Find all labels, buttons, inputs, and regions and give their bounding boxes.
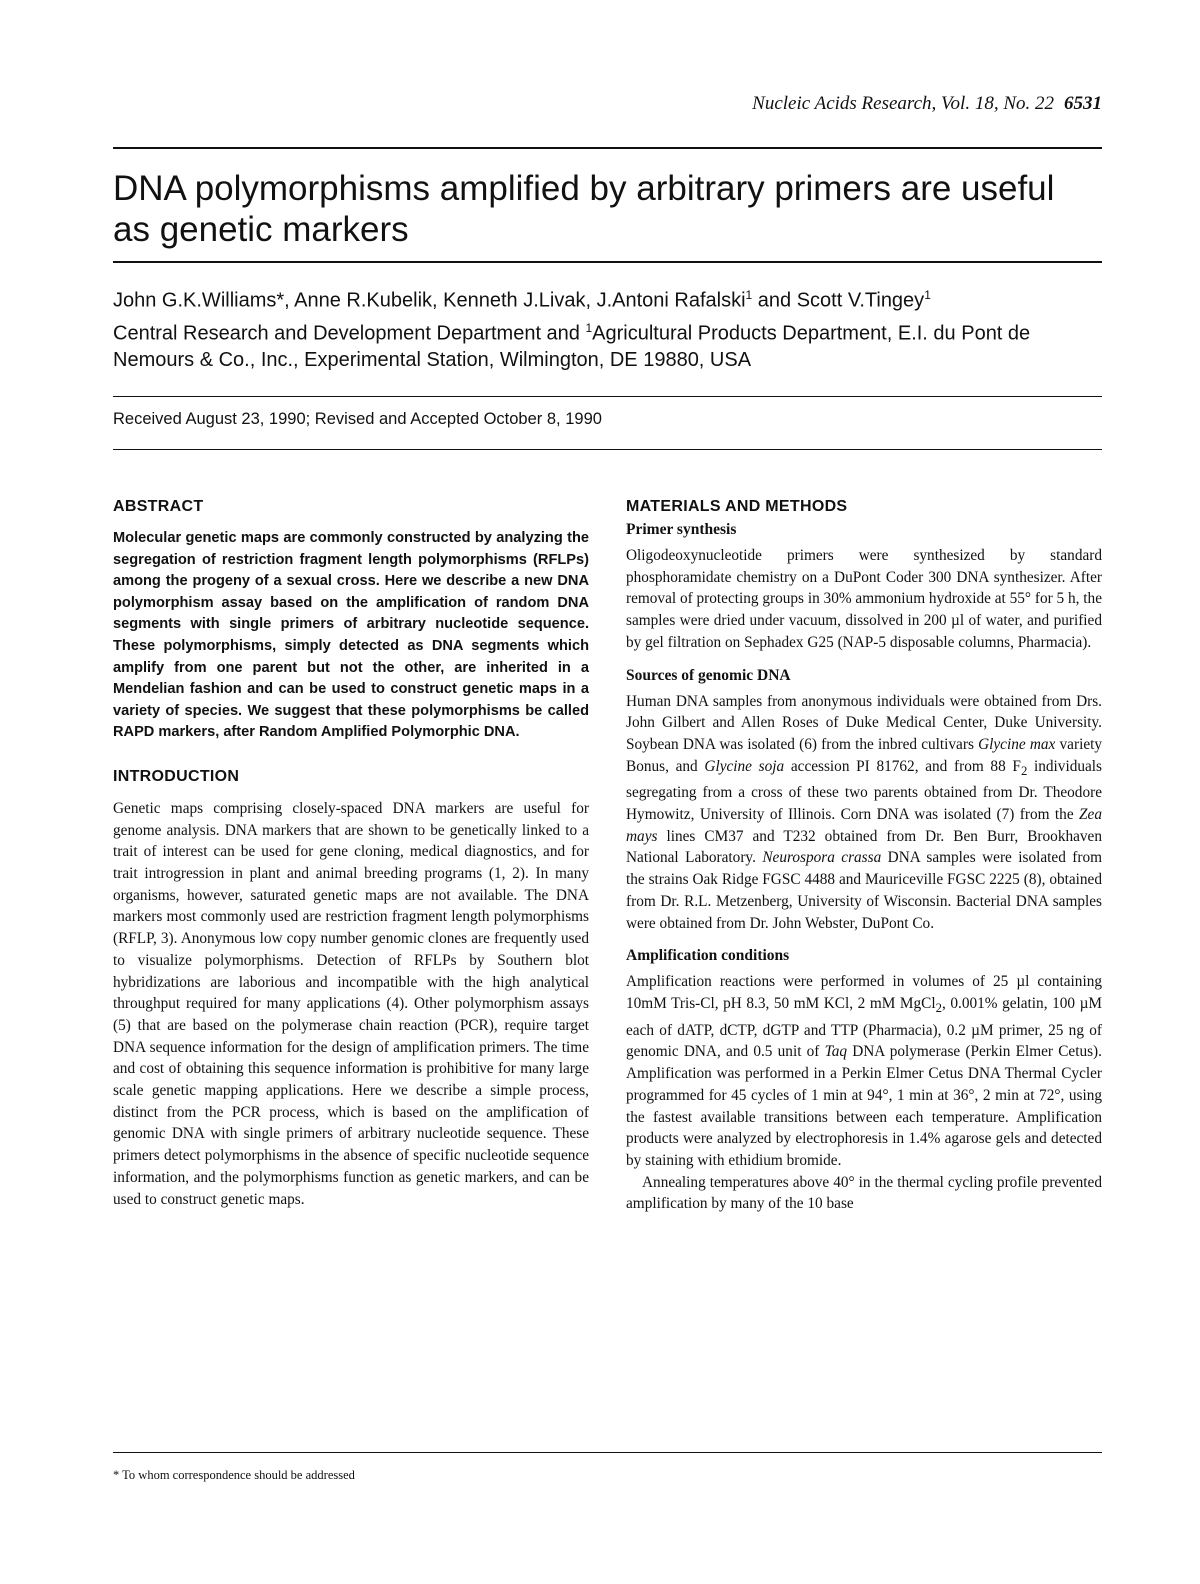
author-block <box>113 282 1098 374</box>
genomic-dna-text-part: Human DNA samples from anonymous individuals were obtained from Drs. John Gilbert and Allen Roses of Duke Medical Center, Duke University. Soybean DNA was isolated (6) from the inbred cultivars <box>626 692 1102 753</box>
introduction-heading: INTRODUCTION <box>113 767 240 785</box>
author-sup-1: 1 <box>745 288 753 302</box>
annealing-text: Annealing temperatures above 40° in the thermal cycling profile prevented amplification by many of the 10 base <box>626 1173 1102 1213</box>
genomic-dna-heading: Sources of genomic DNA <box>626 666 791 684</box>
author-names-tail: and Scott V.Tingey <box>752 289 925 312</box>
methods-heading: MATERIALS AND METHODS <box>626 498 848 515</box>
author-sup-2: 1 <box>924 288 931 302</box>
primer-synthesis-text: Oligodeoxynucleotide primers were synthesized by standard phosphoramidate chemistry on a DuPont Coder 300 DNA synthesizer. After removal of protecting groups in 30% ammonium hydroxide at 55° for 5 h, the samples were dried under vacuum, dissolved in 200 µl of water, and purified by gel filtration on Sephadex G25 (NAP-5 disposable columns, Pharmacia). <box>626 547 1102 651</box>
journal-header <box>600 93 1102 115</box>
genomic-dna-text-part: DNA samples were isolated from the strains Oak Ridge FGSC 4488 and Mauriceville FGSC 2225 (8), obtained from Dr. R.L. Metzenberg, University of Wisconsin. Bacterial DNA samples were obtained from Dr. John Webster, DuPont Co. <box>626 849 1103 932</box>
amplification-text-part: DNA polymerase (Perkin Elmer Cetus). Amplification was performed in a Perkin Elmer Cetus DNA Thermal Cycler programmed for 45 cycles of 1 min at 94°, 1 min at 36°, 2 min at 72°, using the fastest available transitions between each temperature. Amplification products were analyzed by electrophoresis in 1.4% agarose gels and detected by staining with ethidium bromide. <box>626 1043 1102 1169</box>
right-column <box>626 496 1102 1215</box>
genomic-dna-text <box>626 691 1102 935</box>
left-column <box>113 496 589 1210</box>
page-number: 6531 <box>1064 93 1102 114</box>
affiliation <box>113 315 1098 375</box>
introduction-text: Genetic maps comprising closely-spaced DNA markers are useful for genome analysis. DNA markers that are shown to be genetically linked to a trait of interest can be used for gene cloning, medical diagnostics, and for trait introgression in plant and animal breeding programs (1, 2). In many organisms, however, saturated genetic maps are not available. The DNA markers most commonly used are restriction fragment length polymorphisms (RFLP, 3). Anonymous low copy number genomic clones are frequently used to visualize polymorphisms. Detection of RFLPs by Southern blot hybridizations are laborious and incompatible with the high analytical throughput required for many applications (4). Other polymorphism assays (5) that are based on the polymerase chain reaction (PCR), require target DNA sequence information for the design of amplification primers. The time and cost of obtaining this sequence information is prohibitive for many large scale genetic mapping applications. Here we describe a simple process, distinct from the PCR process, which is based on the amplification of genomic DNA with single primers of arbitrary nucleotide sequence. These primers detect polymorphisms in the absence of specific nucleotide sequence information, and the polymorphisms function as genetic markers, and can be used to construct genetic maps. <box>113 799 589 1208</box>
species-name: Glycine soja <box>704 757 785 775</box>
spacer <box>626 654 1102 666</box>
genomic-dna-text-part: lines CM37 and T232 obtained from Dr. Ben Burr, Brookhaven National Laboratory. <box>626 827 1102 867</box>
paper-title: DNA polymorphisms amplified by arbitrary primers are useful as genetic markers <box>113 169 1055 249</box>
enzyme-name: Taq <box>824 1043 847 1061</box>
affiliation-part-a: Central Research and Development Department and <box>113 322 586 345</box>
amplification-text-part: Amplification reactions were performed in volumes of 25 µl containing 10mM Tris-Cl, pH 8.3, 50 mM KCl, 2 mM MgCl <box>626 973 1102 1012</box>
affiliation-sup: 1 <box>585 320 593 335</box>
abstract-text: Molecular genetic maps are commonly constructed by analyzing the segregation of restriction fragment length polymorphisms (RFLPs) among the progeny of a sexual cross. Here we describe a new DNA polymorphism assay based on the amplification of random DNA segments with single primers of arbitrary nucleotide sequence. These polymorphisms, simply detected as DNA segments which amplify from one parent but not the other, are inherited in a Mendelian fashion and can be used to construct genetic maps in a variety of species. We suggest that these polymorphisms be called RAPD markers, after Random Amplified Polymorphic DNA. <box>113 530 589 741</box>
footnote-rule <box>113 1452 1102 1453</box>
genomic-dna-text-part: accession PI 81762, and from 88 F <box>784 757 1021 775</box>
amplification-text <box>626 971 1102 1171</box>
subscript: 2 <box>935 1001 942 1016</box>
genomic-dna-text-part: variety Bonus, and <box>626 735 1103 775</box>
correspondence-footnote: * To whom correspondence should be addressed <box>113 1468 355 1482</box>
subscript: 2 <box>1020 763 1028 778</box>
title-rule <box>113 261 1102 263</box>
affiliation-part-b: Agricultural Products Department, E.I. du Pont de Nemours & Co., Inc., Experimental Station, Wilmington, DE 19880, USA <box>113 322 1031 372</box>
journal-citation: Nucleic Acids Research, Vol. 18, No. 22 <box>752 93 1054 114</box>
species-name: Neurospora crassa <box>762 849 882 867</box>
authors-rule <box>113 396 1102 397</box>
amplification-text-part: , 0.001% gelatin, 100 µM each of dATP, dCTP, dGTP and TTP (Pharmacia), 0.2 µM primer, 25 ng of genomic DNA, and 0.5 unit of <box>626 995 1102 1061</box>
spacer <box>626 934 1102 946</box>
author-names: John G.K.Williams*, Anne R.Kubelik, Kenneth J.Livak, J.Antoni Rafalski <box>113 289 746 312</box>
received-rule <box>113 449 1102 450</box>
header-rule <box>113 147 1102 149</box>
primer-synthesis-heading: Primer synthesis <box>626 521 737 538</box>
genomic-dna-text-part: individuals segregating from a cross of these two parents obtained from Dr. Theodore Hymowitz, University of Illinois. Corn DNA was isolated (7) from the <box>626 757 1102 824</box>
amplification-heading: Amplification conditions <box>626 947 790 965</box>
species-name: Glycine max <box>978 735 1056 753</box>
species-name: Zea mays <box>626 806 1102 845</box>
abstract-heading: ABSTRACT <box>113 498 204 515</box>
received-dates: Received August 23, 1990; Revised and Accepted October 8, 1990 <box>113 410 602 428</box>
